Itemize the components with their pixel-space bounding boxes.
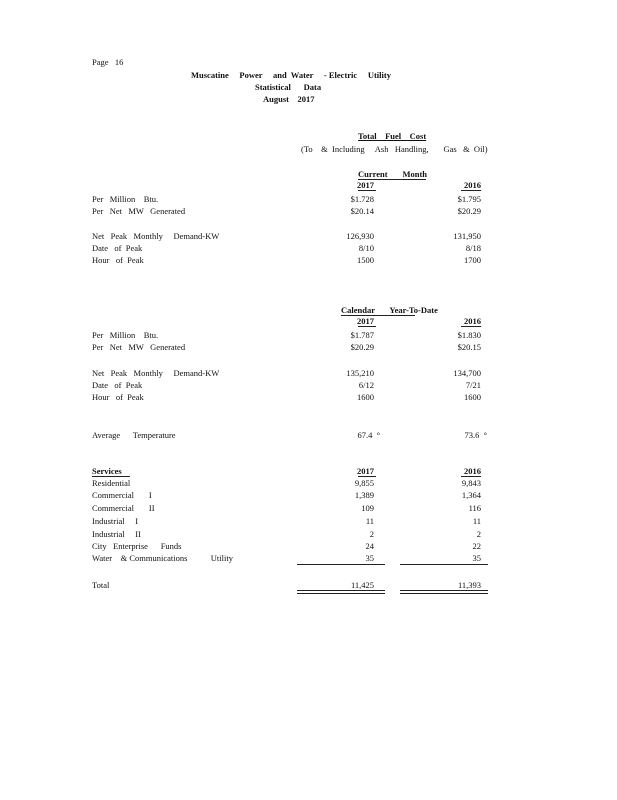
row-prior: 1,364 xyxy=(461,490,481,500)
row-prior: 8/18 xyxy=(465,243,481,253)
row-label: Date of Peak xyxy=(92,380,143,390)
row-current: 8/10 xyxy=(358,243,374,253)
row-label: Hour of Peak xyxy=(92,392,144,402)
row-label: Per Net MW Generated xyxy=(92,342,186,352)
row-label: Commercial II xyxy=(92,503,155,513)
ytd-heading: Calendar Year-To-Date xyxy=(341,305,438,315)
report-title: Muscatine Power and Water - Electric Utility xyxy=(191,70,391,80)
row-current: 35 xyxy=(365,553,374,563)
services-subtotal-rule-prior xyxy=(400,564,488,565)
ytd-col-prior: 2016 xyxy=(464,316,481,326)
services-subtotal-rule-current xyxy=(297,564,385,565)
current-month-col-current: 2017 xyxy=(357,180,374,190)
services-total-double-rule-current xyxy=(297,590,385,594)
row-current: 1600 xyxy=(357,392,374,402)
row-prior: $1.795 xyxy=(457,194,481,204)
col-current-rule xyxy=(358,476,376,477)
row-label: Water & Communications Utility xyxy=(92,553,233,563)
report-period: August 2017 xyxy=(263,94,315,104)
row-label: Net Peak Monthly Demand-KW xyxy=(92,231,220,241)
row-current: 2 xyxy=(369,529,374,539)
temperature-label: Average Temperature xyxy=(92,430,176,440)
services-col-current: 2017 xyxy=(357,466,374,476)
current-month-heading: Current Month xyxy=(358,169,428,179)
row-current: 24 xyxy=(365,541,374,551)
services-total-prior: 11,393 xyxy=(457,580,481,590)
row-label: Date of Peak xyxy=(92,243,143,253)
row-label: Net Peak Monthly Demand-KW xyxy=(92,368,220,378)
row-current: 1,389 xyxy=(354,490,374,500)
services-heading-rule xyxy=(92,476,130,477)
services-heading: Services xyxy=(92,466,122,476)
temperature-prior: 73.6 ° xyxy=(464,430,487,440)
fuel-cost-title: Total Fuel Cost xyxy=(358,131,427,141)
row-label: Residential xyxy=(92,478,131,488)
row-label: Per Net MW Generated xyxy=(92,206,186,216)
row-prior: 2 xyxy=(476,529,481,539)
row-current: 109 xyxy=(361,503,374,513)
row-current: 126,930 xyxy=(346,231,374,241)
row-label: Per Million Btu. xyxy=(92,330,159,340)
row-label: Industrial I xyxy=(92,516,139,526)
col-current-rule xyxy=(358,326,376,327)
row-prior: $20.29 xyxy=(457,206,481,216)
row-label: Industrial II xyxy=(92,529,141,539)
current-month-col-prior: 2016 xyxy=(464,180,481,190)
services-total-label: Total xyxy=(92,580,110,590)
row-prior: 131,950 xyxy=(453,231,481,241)
row-prior: 7/21 xyxy=(465,380,481,390)
fuel-cost-subtitle: (To & Including Ash Handling, Gas & Oil) xyxy=(301,144,488,154)
row-current: 9,855 xyxy=(354,478,374,488)
row-label: City Enterprise Funds xyxy=(92,541,182,551)
row-prior: 11 xyxy=(472,516,481,526)
row-prior: 22 xyxy=(472,541,481,551)
row-label: Hour of Peak xyxy=(92,255,144,265)
services-total-double-rule-prior xyxy=(400,590,488,594)
row-current: $20.29 xyxy=(350,342,374,352)
row-label: Per Million Btu. xyxy=(92,194,159,204)
row-prior: $1.830 xyxy=(457,330,481,340)
report-subtitle: Statistical Data xyxy=(255,82,322,92)
row-prior: 1600 xyxy=(464,392,481,402)
col-prior-rule xyxy=(461,326,481,327)
row-prior: 9,843 xyxy=(461,478,481,488)
row-prior: 35 xyxy=(472,553,481,563)
col-prior-rule xyxy=(461,476,481,477)
ytd-col-current: 2017 xyxy=(357,316,374,326)
row-current: $1.787 xyxy=(350,330,374,340)
services-col-prior: 2016 xyxy=(464,466,481,476)
row-current: 11 xyxy=(365,516,374,526)
row-current: 135,210 xyxy=(346,368,374,378)
row-label: Commercial I xyxy=(92,490,152,500)
col-prior-rule xyxy=(461,190,481,191)
page-number: Page 16 xyxy=(92,57,124,67)
temperature-current: 67.4 ° xyxy=(357,430,380,440)
services-total-current: 11,425 xyxy=(350,580,374,590)
row-prior: 116 xyxy=(468,503,481,513)
row-current: $1.728 xyxy=(350,194,374,204)
row-prior: 1700 xyxy=(464,255,481,265)
col-current-rule xyxy=(358,190,376,191)
row-current: $20.14 xyxy=(350,206,374,216)
row-current: 1500 xyxy=(357,255,374,265)
row-prior: $20.15 xyxy=(457,342,481,352)
row-prior: 134,700 xyxy=(453,368,481,378)
row-current: 6/12 xyxy=(358,380,374,390)
